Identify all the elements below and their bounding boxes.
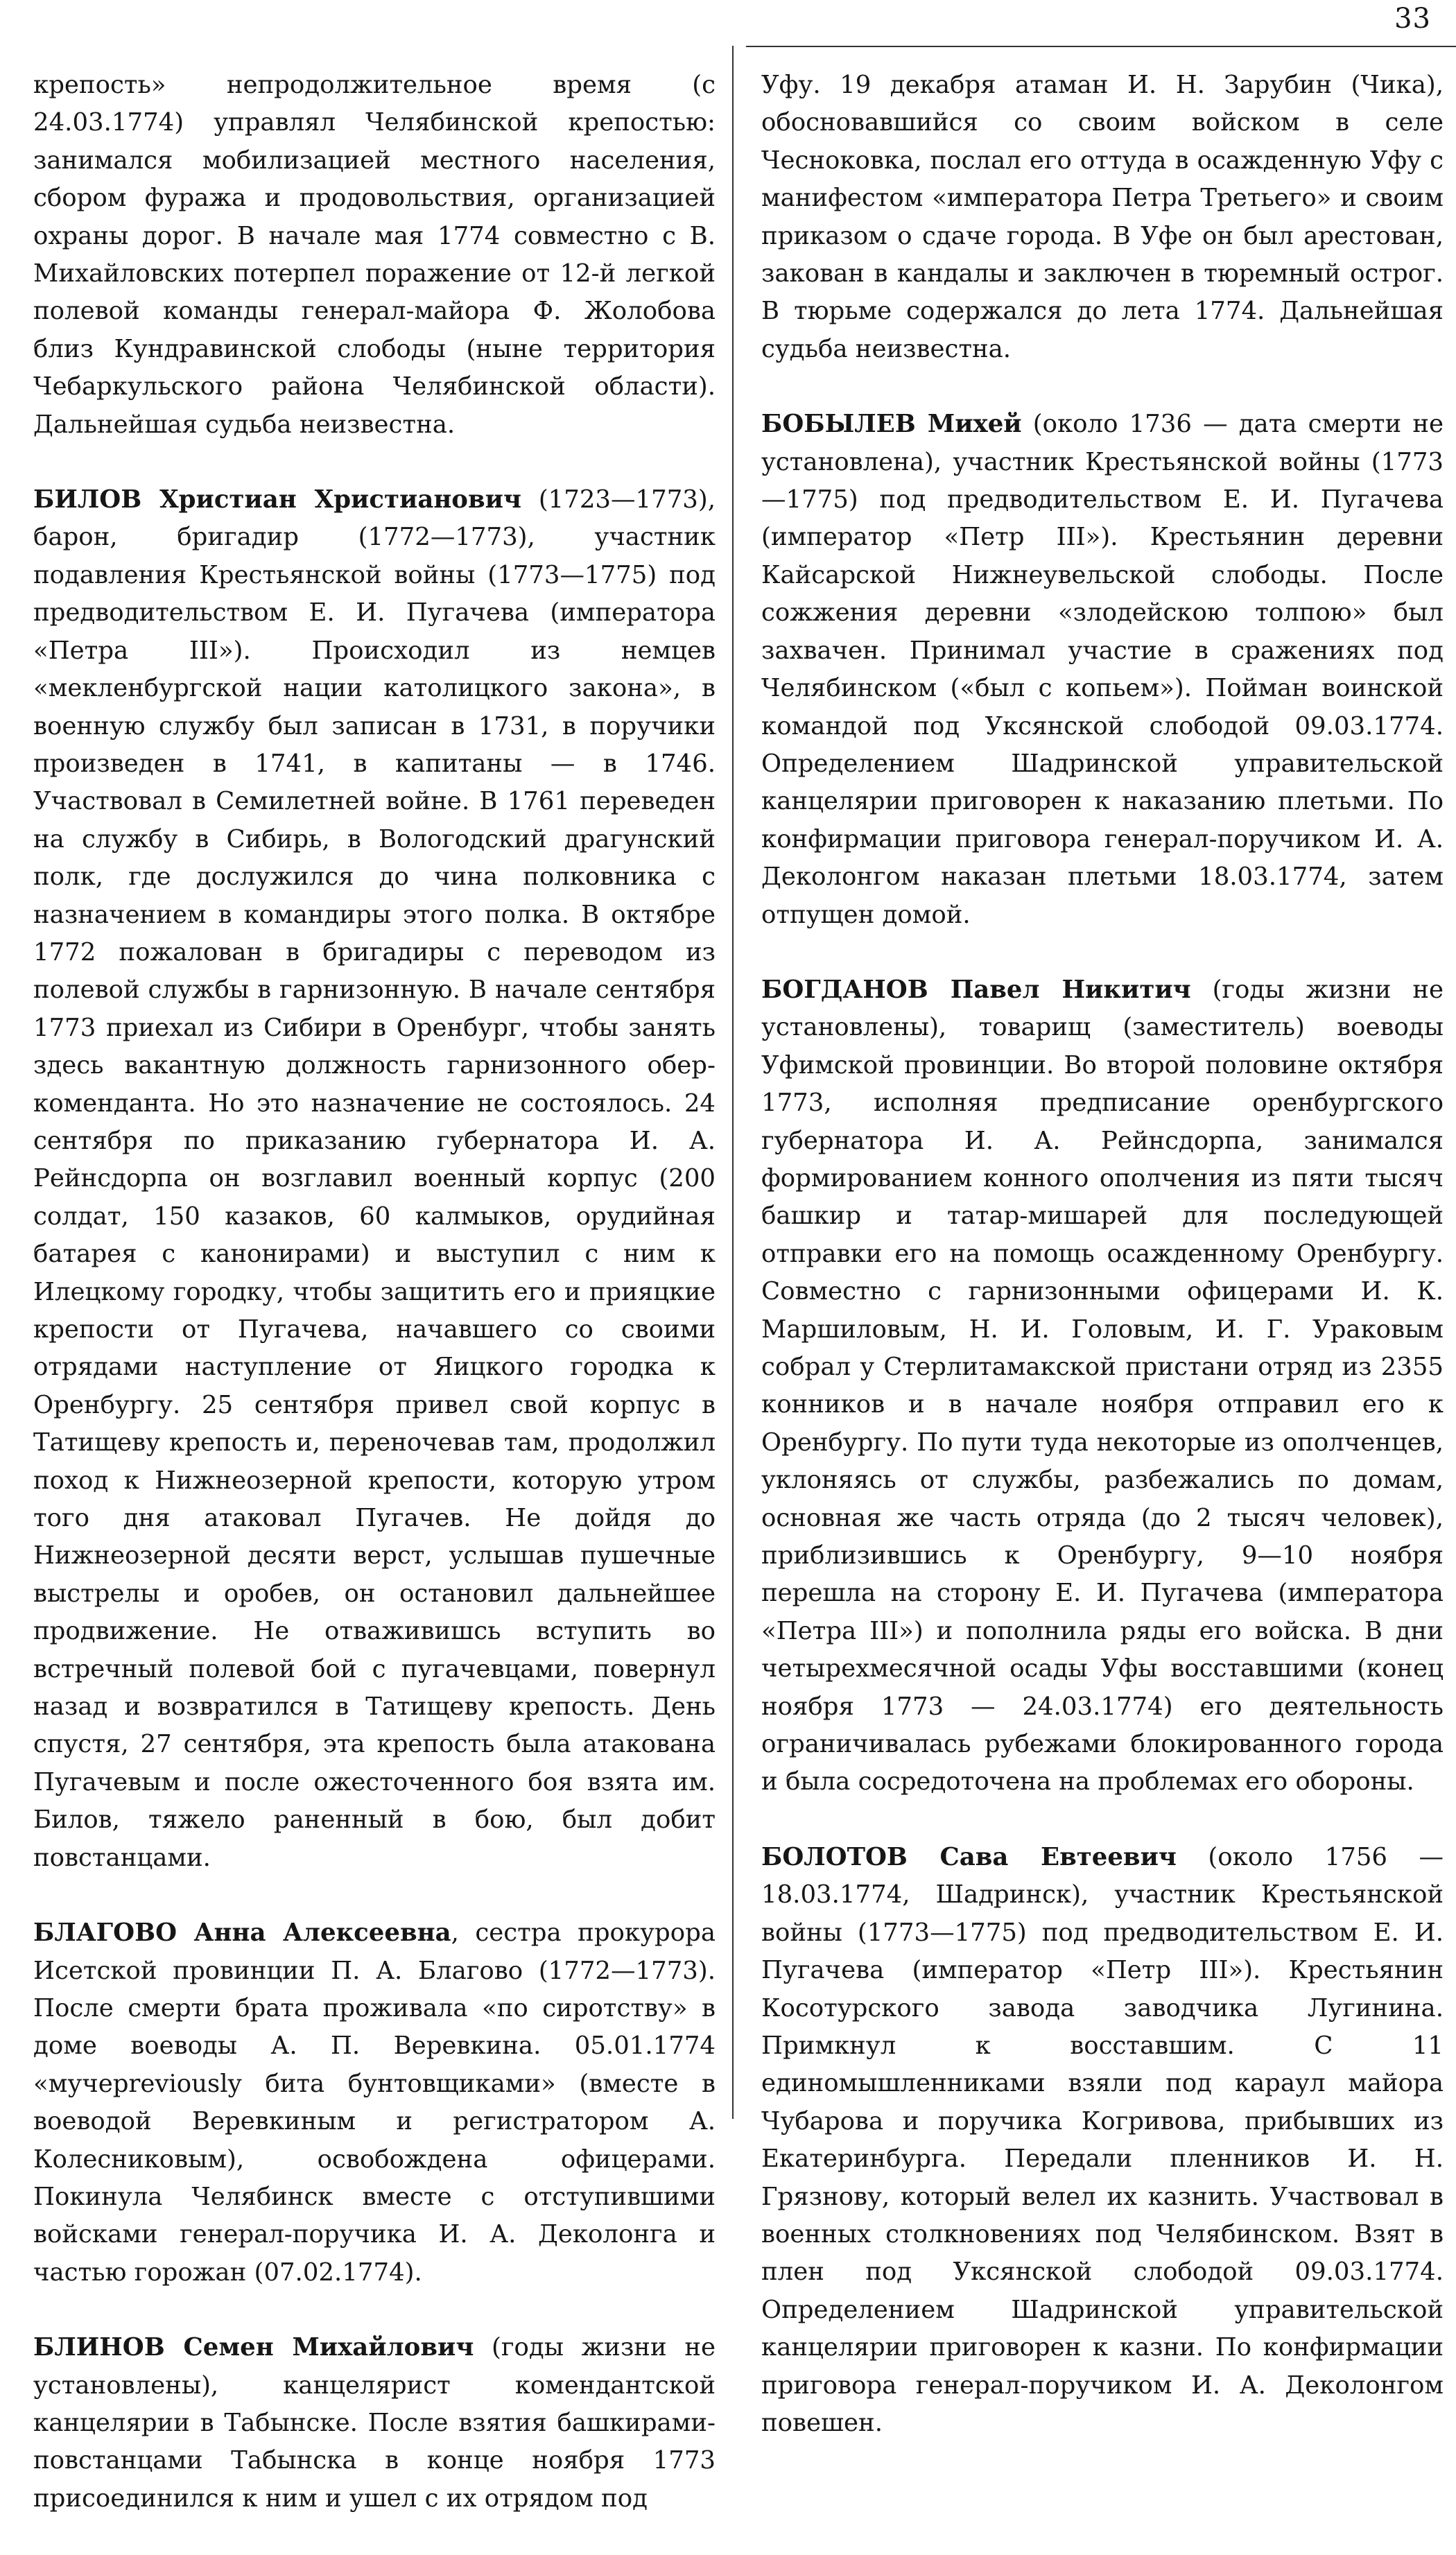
- entry-continuation: крепость» непродолжительное время (с 24.03.1774) управлял Челябинской крепостью: занимался мобилизацией местного населения, сбором фуража и продовольствия, организацией охраны дорог. В начале мая 1774 совместно с В. Михайловских потерпел поражение от 12-й легкой полевой команды генерал-майора Ф. Жолобова близ Кундравинской слободы (ныне территория Чебаркульского района Челябинской области). Дальнейшая судьба неизвестна.: [33, 71, 716, 439]
- entry-bobylev: [761, 406, 1444, 934]
- entry-text: (годы жизни не установлены), канцелярист комендантской канцелярии в Табынске. После взятия башкирами-повстанцами Табынска в конце ноября 1773 присоединился к ним и ушел с их отрядом под: [33, 2333, 716, 2513]
- entry-text: (1723—1773), барон, бригадир (1772—1773), участник подавления Крестьянской войны (1773—1775) под предводительством Е. И. Пугачева (императора «Петра III»). Происходил из немцев «мекленбургской нации католицкого закона», в военную службу был записан в 1731, в поручики произведен в 1741, в капитаны — в 1746. Участвовал в Семилетней войне. В 1761 переведен на службу в Сибирь, в Вологодский драгунский полк, где дослужился до чина полковника с назначением в командиры этого полка. В октябре 1772 пожалован в бригадиры с переводом из полевой службы в гарнизонную. В начале сентября 1773 приехал из Сибири в Оренбург, чтобы занять здесь вакантную должность гарнизонного обер-коменданта. Но это назначение не состоялось. 24 сентября по приказанию губернатора И. А. Рейнсдорпа он возглавил военный корпус (200 солдат, 150 казаков, 60 калмыков, орудийная батарея с канонирами) и выступил с ним к Илецкому городку, чтобы защитить его и прияцкие крепости от Пугачева, начавшего со своими отрядами наступление от Яицкого городка к Оренбургу. 25 сентября привел свой корпус в Татищеву крепость и, переночевав там, продолжил поход к Нижнеозерной крепости, которую утром того дня атаковал Пугачев. Не дойдя до Нижнеозерной десяти верст, услышав пушечные выстрелы и оробев, он остановил дальнейшее продвижение. Не отваживишсь вступить во встречный полевой бой с пугачевцами, повернул назад и возвратился в Татищеву крепость. День спустя, 27 сентября, эта крепость была атакована Пугачевым и после ожесточенного боя взята им. Билов, тяжело раненный в бою, был добит повстанцами.: [33, 485, 716, 1872]
- entry-text: (около 1736 — дата смерти не установлена), участник Крестьянской войны (1773—1775) под предводительством Е. И. Пугачева (император «Петр III»). Крестьянин деревни Кайсарской Нижнеувельской слободы. После сожжения деревни «злодейскою толпою» был захвачен. Принимал участие в сражениях под Челябинском («был с копьем»). Пойман воинской командой под Уксянской слободой 09.03.1774. Определением Шадринской управительской канцелярии приговорен к наказанию плетьми. По конфирмации приговора генерал-поручиком И. А. Деколонгом наказан плетьми 18.03.1774, затем отпущен домой.: [761, 410, 1444, 929]
- entry-name: БИЛОВ Христиан Христианович: [33, 485, 521, 514]
- entry-blagovo: [33, 1914, 716, 2292]
- entry-continuation: Уфу. 19 декабря атаман И. Н. Зарубин (Чика), обосновавшийся со своим войском в селе Чесноковка, послал его оттуда в осажденную Уфу с манифестом «императора Петра Третьего» и своим приказом о сдаче города. В Уфе он был арестован, закован в кандалы и заключен в тюремный острог. В тюрьме содержался до лета 1774. Дальнейшая судьба неизвестна.: [761, 71, 1444, 363]
- entry-name: БЛИНОВ Семен Михайлович: [33, 2333, 474, 2362]
- entry-bolotov: [761, 1839, 1444, 2443]
- column-divider: [732, 46, 734, 2119]
- entry-name: БОЛОТОВ Сава Евтеевич: [761, 1842, 1177, 1871]
- entry-name: БОБЫЛЕВ Михей: [761, 410, 1022, 439]
- entry-text: , сестра прокурора Исетской провинции П. А. Благово (1772—1773). После смерти брата проживала «по сиротству» в доме воеводы А. П. Веревкина. 05.01.1774 «мучеpreviously бита бунтовщиками» (вместе в воеводой Веревкиным и регистратором А. Колесниковым), освобождена офицерами. Покинула Челябинск вместе с отступившими войсками генерал-поручика И. А. Деколонга и частью горожан (07.02.1774).: [33, 1919, 716, 2287]
- entry-text: (около 1756 — 18.03.1774, Шадринск), участник Крестьянской войны (1773—1775) под предводительством Е. И. Пугачева (император «Петр III»). Крестьянин Косотурского завода заводчика Лугинина. Примкнул к восставшим. С 11 единомышленниками взяли под караул майора Чубарова и поручика Когривова, прибывших из Екатеринбурга. Передали пленников И. Н. Грязнову, который велел их казнить. Участвовал в военных столкновениях под Челябинском. Взят в плен под Уксянской слободой 09.03.1774. Определением Шадринской управительской канцелярии приговорен к казни. По конфирмации приговора генерал-поручиком И. А. Деколонгом повешен.: [761, 1842, 1444, 2437]
- left-column: [33, 67, 716, 2555]
- header-rule: [746, 46, 1456, 47]
- entry-name: БЛАГОВО Анна Алексеевна: [33, 1919, 451, 1948]
- entry-bilov: [33, 481, 716, 1877]
- page-number: 33: [1394, 3, 1431, 35]
- entry-name: БОГДАНОВ Павел Никитич: [761, 975, 1191, 1004]
- entry-bogdanov: [761, 971, 1444, 1801]
- entry-blinov: [33, 2329, 716, 2518]
- right-column: [761, 67, 1444, 2479]
- entry-text: (годы жизни не установлены), товарищ (заместитель) воеводы Уфимской провинции. Во второй половине октября 1773, исполняя предписание оренбургского губернатора И. А. Рейнсдорпа, занимался формированием конного ополчения из пяти тысяч башкир и татар-мишарей для последующей отправки его на помощь осажденному Оренбургу. Совместно с гарнизонными офицерами И. К. Маршиловым, Н. И. Головым, И. Г. Ураковым собрал у Стерлитамакской пристани отряд из 2355 конников и в начале ноября отправил его к Оренбургу. По пути туда некоторые из ополченцев, уклоняясь от службы, разбежались по домам, основная же часть отряда (до 2 тысяч человек), приблизившись к Оренбургу, 9—10 ноября перешла на сторону Е. И. Пугачева (императора «Петра III») и пополнила ряды его войска. В дни четырехмесячной осады Уфы восставшими (конец ноября 1773 — 24.03.1774) его деятельность ограничивалась рубежами блокированного города и была сосредоточена на проблемах его обороны.: [761, 975, 1444, 1796]
